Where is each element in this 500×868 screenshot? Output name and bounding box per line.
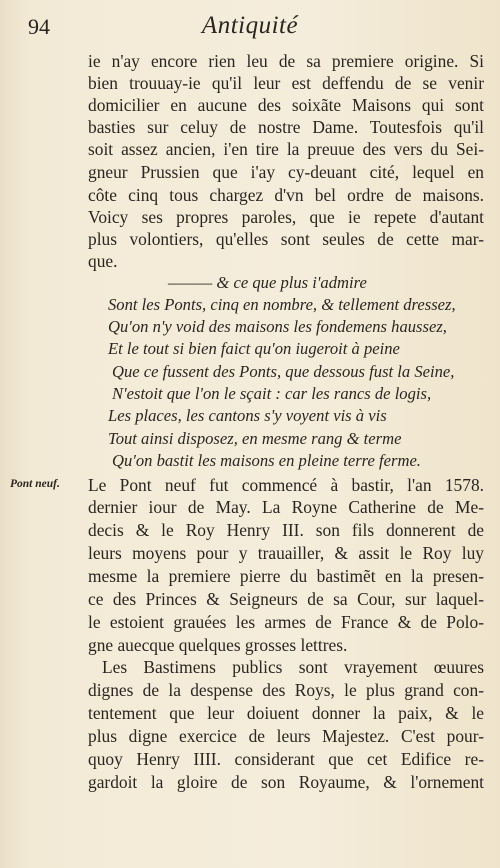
page-number: 94 [28, 14, 50, 39]
text-line: plus digne exercice de leurs Majestez. C'est pour- [88, 726, 484, 746]
text-line: quoy Henry IIII. considerant que cet Edifice re- [88, 749, 484, 769]
text-line: gardoit la gloire de son Royaume, & l'ornement [88, 772, 484, 792]
page-header [0, 14, 500, 44]
text-line: bien trouuay-ie qu'il leur est deffendu de se venir [88, 73, 484, 93]
text-line: plus volontiers, qu'elles sont seules de cette mar- [88, 229, 484, 249]
text-line: ce des Princes & Seigneurs de sa Cour, sur laquel- [88, 589, 484, 609]
text-line: mesme la premiere pierre du bastimẽt en la presen- [88, 566, 484, 586]
text-line: gneur Prussien que i'ay cy-deuant cité, lequel en [88, 162, 484, 182]
verse-line: Que ce fussent des Ponts, que dessous fust la Seine, [112, 362, 455, 381]
margin-note: Pont neuf. [10, 478, 60, 490]
verse-line: Sont les Ponts, cinq en nombre, & tellement dressez, [108, 295, 456, 314]
text-line: que. [88, 251, 118, 271]
text-line: domicilier en aucune des soixãte Maisons qui sont [88, 95, 484, 115]
text-line: gne auecque quelques grosses lettres. [88, 635, 348, 655]
text-line: dernier iour de May. La Royne Catherine de Me- [88, 497, 484, 517]
verse-line: ——— & ce que plus i'admire [168, 273, 367, 292]
verse-line: Tout ainsi disposez, en mesme rang & terme [108, 429, 402, 448]
verse-line: Qu'on n'y void des maisons les fondemens haussez, [108, 317, 447, 336]
text-line: Voicy ses propres paroles, que ie repete d'autant [88, 207, 484, 227]
verse-line: Les places, les cantons s'y voyent vis à vis [108, 406, 387, 425]
text-line: côte cinq tous chargez d'vn bel ordre de maisons. [88, 185, 484, 205]
verse-line: Et le tout si bien faict qu'on iugeroit à peine [108, 339, 400, 358]
text-line: leurs moyens pour y trauailler, & assit le Roy luy [88, 543, 484, 563]
text-line: tentement que leur doiuent donner la paix, & le [88, 703, 484, 723]
text-line: dignes de la despense des Roys, le plus grand con- [88, 680, 484, 700]
text-line: Les Bastimens publics sont vrayement œuures [102, 657, 484, 677]
text-line: Le Pont neuf fut commencé à bastir, l'an 1578. [88, 475, 484, 495]
text-line: le estoient grauées les armes de France & de Polo- [88, 612, 484, 632]
text-line: soit assez ancien, i'en tire la preuue des vers du Sei- [88, 139, 484, 159]
running-title: Antiquité [201, 12, 299, 39]
text-line: basties sur celuy de nostre Dame. Toutesfois qu'il [88, 117, 484, 137]
verse-line: Qu'on bastit les maisons en pleine terre ferme. [112, 451, 421, 470]
text-line: decis & le Roy Henry III. son fils donnerent de [88, 520, 484, 540]
text-line: ie n'ay encore rien leu de sa premiere origine. Si [88, 51, 484, 71]
verse-line: N'estoit que l'on le sçait : car les rancs de logis, [112, 384, 432, 403]
